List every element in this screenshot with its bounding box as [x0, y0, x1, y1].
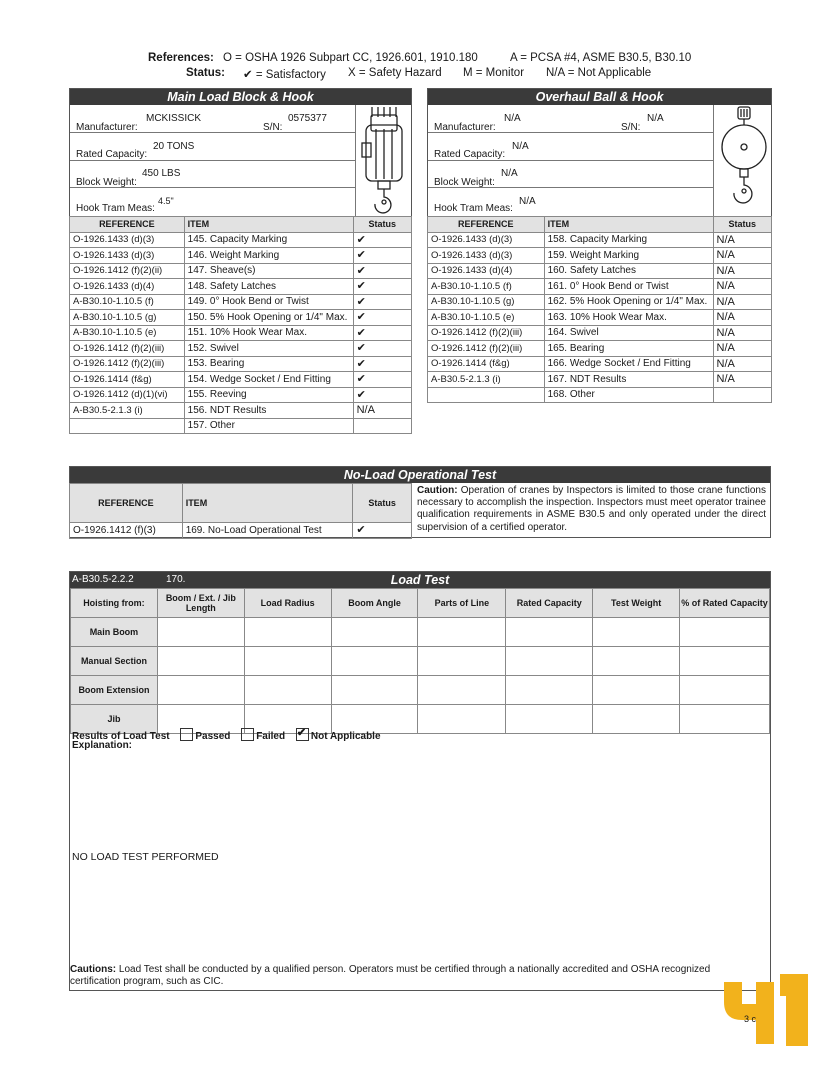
no-load-status: ✔	[353, 523, 412, 539]
row-status: N/A	[713, 372, 771, 388]
row-item: 153. Bearing	[184, 356, 353, 372]
main-manufacturer-label: Manufacturer:	[76, 122, 138, 133]
load-test-row-header: Manual Section	[71, 647, 158, 676]
page-number: 3 c	[744, 1014, 757, 1024]
overhaul-rated-value: N/A	[512, 141, 529, 152]
row-item: 161. 0° Hook Bend or Twist	[544, 279, 713, 295]
no-load-col-status: Status	[353, 484, 412, 523]
load-test-caution-text: Load Test shall be conducted by a qualified person. Operators must be certified through a nationally accredited and OSHA recognized certification program, such as CIC.	[70, 964, 711, 987]
load-test-row-header: Main Boom	[71, 618, 158, 647]
row-status: ✔	[353, 310, 411, 326]
references-line	[148, 52, 692, 64]
load-test-header	[70, 572, 770, 588]
main-block-panel	[69, 88, 412, 218]
load-test-cell[interactable]	[418, 618, 506, 647]
row-item: 163. 10% Hook Wear Max.	[544, 310, 713, 326]
table-row	[70, 325, 412, 341]
main-col-item: ITEM	[184, 217, 353, 233]
table-row	[70, 232, 412, 248]
load-test-caution	[70, 964, 748, 988]
overhaul-ball-icon	[718, 105, 770, 217]
row-ref: O-1926.1412 (d)(1)(vi)	[70, 387, 185, 403]
overhaul-col-status: Status	[713, 217, 771, 233]
row-ref: O-1926.1412 (f)(2)(ii)	[70, 263, 185, 279]
no-load-item: 169. No-Load Operational Test	[182, 523, 353, 539]
row-ref: A-B30.5-2.1.3 (i)	[428, 372, 545, 388]
main-weight-label: Block Weight:	[76, 177, 137, 188]
no-load-reference: O-1926.1412 (f)(3)	[70, 523, 183, 539]
load-test-cell[interactable]	[593, 647, 680, 676]
table-row	[428, 232, 772, 248]
row-item: 158. Capacity Marking	[544, 232, 713, 248]
load-test-cell[interactable]	[331, 618, 418, 647]
row-ref	[428, 387, 545, 403]
table-row	[428, 356, 772, 372]
main-weight-value: 450 LBS	[142, 168, 181, 179]
row-item: 154. Wedge Socket / End Fitting	[184, 372, 353, 388]
not-applicable-checkbox[interactable]	[296, 728, 309, 741]
overhaul-weight-value: N/A	[501, 168, 518, 179]
main-sn-label: S/N:	[263, 122, 283, 133]
load-test-cell[interactable]	[680, 705, 770, 734]
load-test-cell[interactable]	[244, 647, 331, 676]
table-row	[428, 279, 772, 295]
load-test-cell[interactable]	[593, 705, 680, 734]
table-row	[70, 263, 412, 279]
main-rated-label: Rated Capacity:	[76, 149, 148, 160]
row-ref: O-1926.1433 (d)(3)	[70, 248, 185, 264]
row-item: 151. 10% Hook Wear Max.	[184, 325, 353, 341]
company-logo	[722, 972, 810, 1046]
load-test-cell[interactable]	[593, 676, 680, 705]
table-row	[70, 310, 412, 326]
overhaul-col-reference: REFERENCE	[428, 217, 545, 233]
row-ref: O-1926.1433 (d)(3)	[428, 232, 545, 248]
row-item: 150. 5% Hook Opening or 1/4" Max.	[184, 310, 353, 326]
load-test-col-header: % of Rated Capacity	[680, 589, 770, 618]
row-ref: O-1926.1412 (f)(2)(iii)	[428, 325, 545, 341]
load-test-cell[interactable]	[157, 676, 244, 705]
table-row	[70, 418, 412, 434]
row-status: N/A	[713, 356, 771, 372]
row-item: 152. Swivel	[184, 341, 353, 357]
load-test-cell[interactable]	[331, 676, 418, 705]
row-status: N/A	[713, 310, 771, 326]
row-status	[713, 387, 771, 403]
row-item: 148. Safety Latches	[184, 279, 353, 295]
row-ref: A-B30.10-1.10.5 (f)	[428, 279, 545, 295]
load-test-cell[interactable]	[506, 647, 593, 676]
no-load-caution-text: Operation of cranes by Inspectors is limited to those crane functions necessary to accomplish the inspection. Inspectors must meet operator trainee qualification requirements in ASME B30.5 and only operated under the direct supervision of a certified operator.	[417, 485, 766, 533]
load-test-cell[interactable]	[418, 676, 506, 705]
row-status: ✔	[353, 279, 411, 295]
row-status: N/A	[713, 248, 771, 264]
main-manufacturer-value: MCKISSICK	[146, 113, 202, 124]
row-status: ✔	[353, 356, 411, 372]
overhaul-sn-label: S/N:	[621, 122, 641, 133]
reference-osha: O = OSHA 1926 Subpart CC, 1926.601, 1910.180	[223, 52, 478, 64]
row-item: 155. Reeving	[184, 387, 353, 403]
row-status	[353, 418, 411, 434]
row-item: 145. Capacity Marking	[184, 232, 353, 248]
table-row	[70, 372, 412, 388]
table-row	[428, 263, 772, 279]
status-label: Status:	[186, 67, 225, 79]
reference-asme: A = PCSA #4, ASME B30.5, B30.10	[510, 52, 692, 64]
passed-checkbox[interactable]	[180, 728, 193, 741]
load-test-col-header: Load Radius	[244, 589, 331, 618]
row-ref: O-1926.1433 (d)(3)	[70, 232, 185, 248]
row-status: ✔	[353, 372, 411, 388]
row-item: 160. Safety Latches	[544, 263, 713, 279]
table-row	[71, 676, 770, 705]
load-test-title: Load Test	[390, 573, 450, 587]
load-test-col-header: Parts of Line	[418, 589, 506, 618]
row-item: 164. Swivel	[544, 325, 713, 341]
row-status: ✔	[353, 232, 411, 248]
overhaul-table	[427, 216, 772, 403]
row-status: ✔	[353, 263, 411, 279]
load-test-cell[interactable]	[244, 618, 331, 647]
row-item: 147. Sheave(s)	[184, 263, 353, 279]
explanation-text: NO LOAD TEST PERFORMED	[72, 851, 219, 863]
table-row	[71, 618, 770, 647]
table-row	[70, 387, 412, 403]
load-test-cell[interactable]	[157, 618, 244, 647]
row-status: N/A	[713, 325, 771, 341]
status-safety-hazard: X = Safety Hazard	[348, 67, 442, 79]
table-row	[428, 387, 772, 403]
not-applicable-label: Not Applicable	[310, 731, 381, 742]
main-sn-value: 0575377	[288, 113, 327, 124]
overhaul-tram-label: Hook Tram Meas:	[434, 203, 513, 214]
no-load-table	[69, 483, 412, 539]
row-ref: O-1926.1433 (d)(4)	[428, 263, 545, 279]
load-test-col-header: Boom / Ext. / Jib Length	[157, 589, 244, 618]
row-ref: O-1926.1414 (f&g)	[70, 372, 185, 388]
status-monitor: M = Monitor	[463, 67, 525, 79]
row-status: N/A	[713, 263, 771, 279]
overhaul-rated-label: Rated Capacity:	[434, 149, 506, 160]
row-item: 146. Weight Marking	[184, 248, 353, 264]
load-test-cell[interactable]	[418, 705, 506, 734]
row-status: N/A	[713, 232, 771, 248]
overhaul-col-item: ITEM	[544, 217, 713, 233]
results-label: Results of Load Test	[72, 731, 170, 742]
table-row	[70, 403, 412, 419]
load-test-table	[70, 588, 770, 734]
row-status: N/A	[353, 403, 411, 419]
row-item: 149. 0° Hook Bend or Twist	[184, 294, 353, 310]
table-row	[70, 279, 412, 295]
load-test-cell[interactable]	[680, 618, 770, 647]
row-ref: A-B30.10-1.10.5 (g)	[70, 310, 185, 326]
load-test-number: 170.	[166, 574, 186, 585]
row-ref: O-1926.1433 (d)(4)	[70, 279, 185, 295]
load-test-caution-label: Cautions:	[70, 964, 117, 975]
row-item: 156. NDT Results	[184, 403, 353, 419]
overhaul-title: Overhaul Ball & Hook	[428, 89, 771, 105]
table-row	[428, 372, 772, 388]
row-ref: O-1926.1412 (f)(2)(iii)	[70, 356, 185, 372]
load-test-cell[interactable]	[244, 676, 331, 705]
row-ref	[70, 418, 185, 434]
row-ref: A-B30.10-1.10.5 (f)	[70, 294, 185, 310]
main-tram-value: 4.5"	[158, 196, 174, 206]
row-ref: A-B30.5-2.1.3 (i)	[70, 403, 185, 419]
failed-label: Failed	[256, 731, 286, 742]
main-col-status: Status	[353, 217, 411, 233]
row-ref: O-1926.1412 (f)(2)(iii)	[428, 341, 545, 357]
load-test-col-header: Rated Capacity	[506, 589, 593, 618]
load-test-cell[interactable]	[680, 647, 770, 676]
load-test-cell[interactable]	[506, 676, 593, 705]
row-ref: O-1926.1433 (d)(3)	[428, 248, 545, 264]
overhaul-tram-value: N/A	[519, 196, 536, 207]
row-item: 159. Weight Marking	[544, 248, 713, 264]
row-ref: A-B30.10-1.10.5 (e)	[428, 310, 545, 326]
load-test-cell[interactable]	[680, 676, 770, 705]
row-status: ✔	[353, 387, 411, 403]
overhaul-manufacturer-value: N/A	[504, 113, 521, 124]
table-row	[428, 310, 772, 326]
load-test-cell[interactable]	[506, 705, 593, 734]
table-row	[70, 294, 412, 310]
row-status: ✔	[353, 341, 411, 357]
main-block-title: Main Load Block & Hook	[70, 89, 411, 105]
table-row	[428, 325, 772, 341]
row-item: 162. 5% Hook Opening or 1/4" Max.	[544, 294, 713, 310]
row-status: N/A	[713, 279, 771, 295]
main-rated-value: 20 TONS	[153, 141, 195, 152]
row-status: ✔	[353, 248, 411, 264]
row-item: 168. Other	[544, 387, 713, 403]
load-test-col-header: Hoisting from:	[71, 589, 158, 618]
no-load-caution-label: Caution:	[417, 485, 458, 496]
load-block-icon	[358, 105, 410, 217]
overhaul-sn-value: N/A	[647, 113, 664, 124]
passed-label: Passed	[195, 731, 231, 742]
status-satisfactory: ✔ = Satisfactory	[243, 69, 326, 81]
status-not-applicable: N/A = Not Applicable	[546, 67, 652, 79]
main-block-table	[69, 216, 412, 434]
failed-checkbox[interactable]	[241, 728, 254, 741]
explanation-label: Explanation:	[72, 740, 133, 751]
main-col-reference: REFERENCE	[70, 217, 185, 233]
table-row	[71, 647, 770, 676]
load-test-row-header: Jib	[71, 705, 158, 734]
row-item: 157. Other	[184, 418, 353, 434]
row-status: ✔	[353, 325, 411, 341]
no-load-test-panel	[69, 466, 771, 538]
load-test-col-header: Test Weight	[593, 589, 680, 618]
row-ref: O-1926.1414 (f&g)	[428, 356, 545, 372]
table-row	[428, 294, 772, 310]
row-ref: A-B30.10-1.10.5 (e)	[70, 325, 185, 341]
table-row	[428, 341, 772, 357]
load-test-panel	[69, 571, 771, 991]
load-test-cell[interactable]	[418, 647, 506, 676]
row-item: 165. Bearing	[544, 341, 713, 357]
table-row	[70, 248, 412, 264]
row-status: ✔	[353, 294, 411, 310]
row-status: N/A	[713, 294, 771, 310]
overhaul-manufacturer-label: Manufacturer:	[434, 122, 496, 133]
load-test-col-header: Boom Angle	[331, 589, 418, 618]
overhaul-panel	[427, 88, 772, 218]
main-tram-label: Hook Tram Meas:	[76, 203, 155, 214]
load-test-reference: A-B30.5-2.2.2	[72, 574, 134, 585]
table-row	[428, 248, 772, 264]
no-load-caution	[417, 485, 766, 534]
no-load-col-reference: REFERENCE	[70, 484, 183, 523]
row-ref: O-1926.1412 (f)(2)(iii)	[70, 341, 185, 357]
status-line	[186, 67, 652, 81]
table-row	[70, 523, 412, 539]
no-load-col-item: ITEM	[182, 484, 353, 523]
row-item: 166. Wedge Socket / End Fitting	[544, 356, 713, 372]
load-test-cell[interactable]	[593, 618, 680, 647]
load-test-cell[interactable]	[506, 618, 593, 647]
row-item: 167. NDT Results	[544, 372, 713, 388]
row-status: N/A	[713, 341, 771, 357]
load-test-row-header: Boom Extension	[71, 676, 158, 705]
references-label: References:	[148, 52, 214, 64]
load-test-cell[interactable]	[157, 647, 244, 676]
table-row	[70, 341, 412, 357]
no-load-title: No-Load Operational Test	[70, 467, 770, 483]
load-test-cell[interactable]	[331, 647, 418, 676]
overhaul-weight-label: Block Weight:	[434, 177, 495, 188]
table-row	[70, 356, 412, 372]
row-ref: A-B30.10-1.10.5 (g)	[428, 294, 545, 310]
